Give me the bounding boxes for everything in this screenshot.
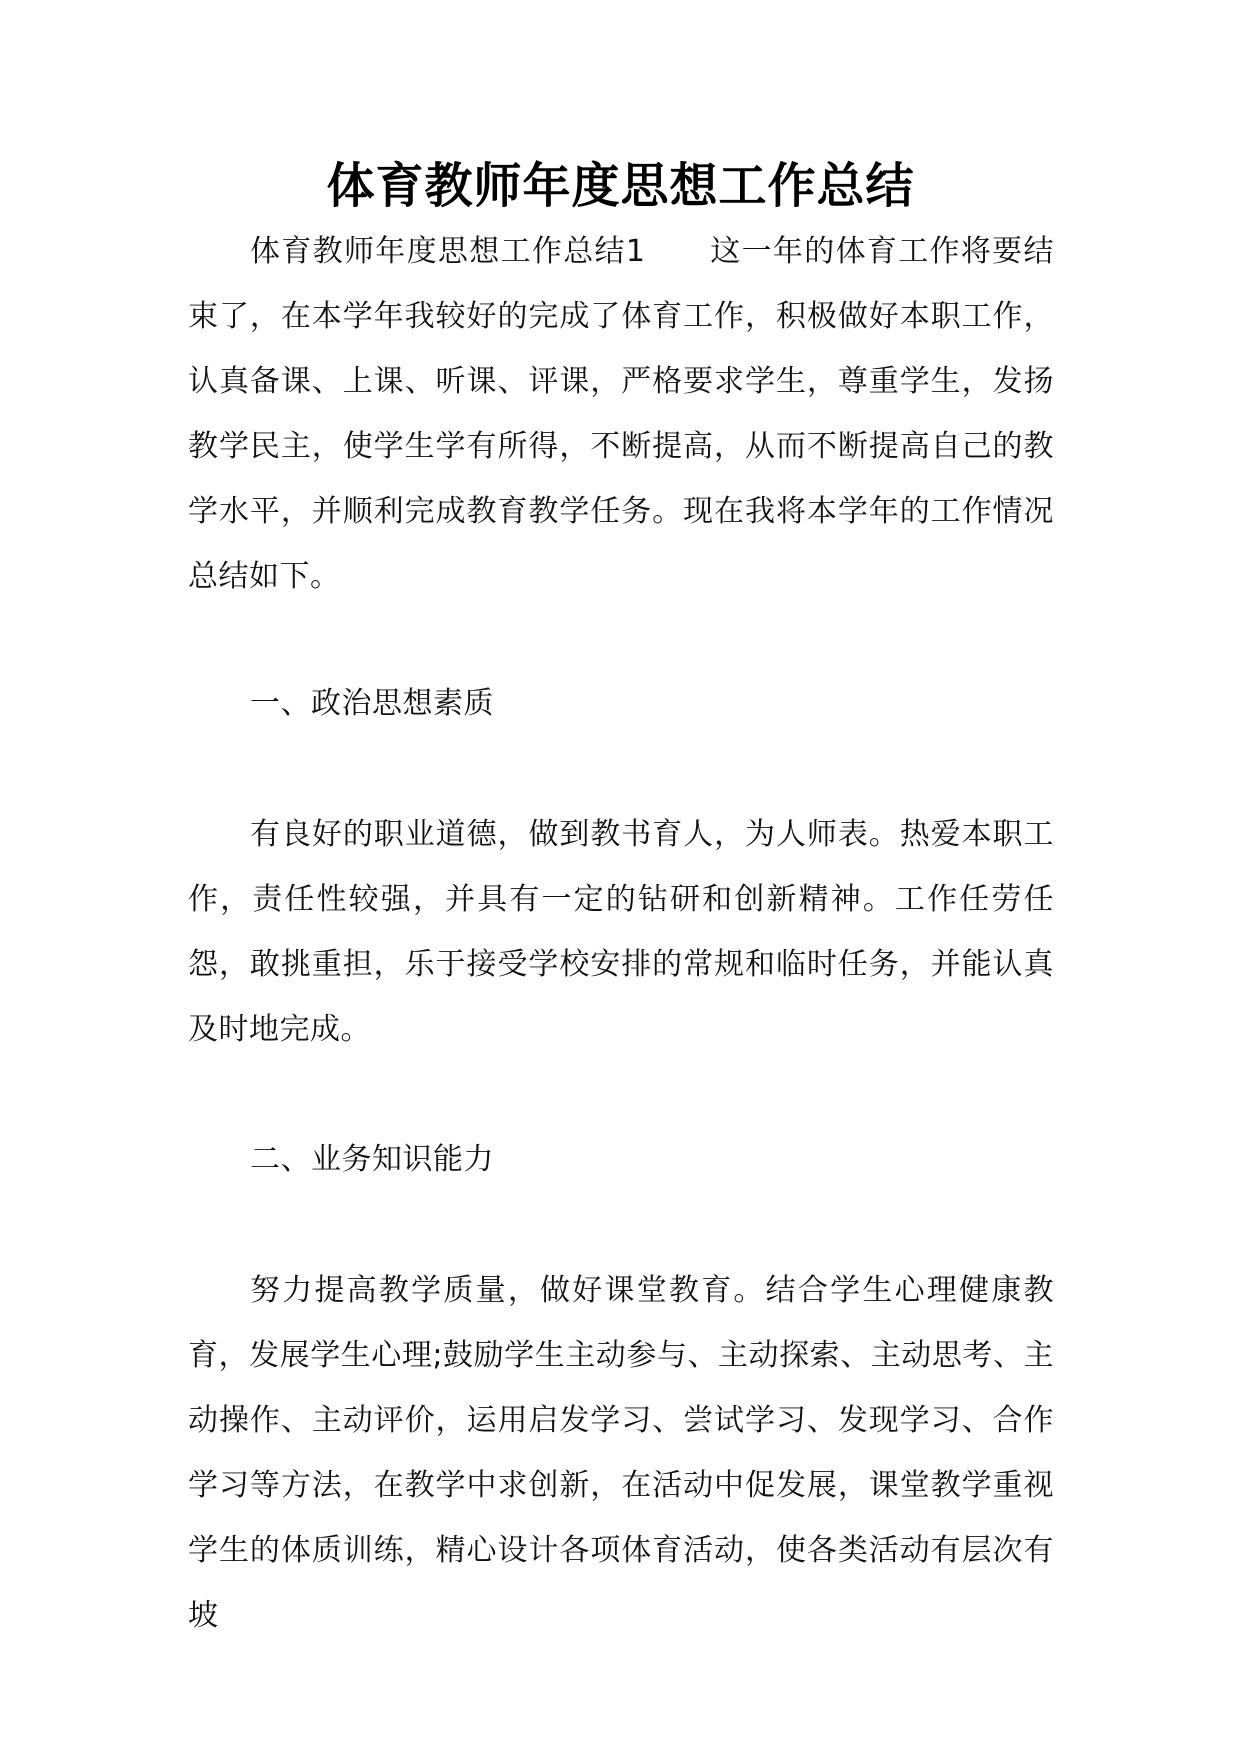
intro-text: 这一年的体育工作将要结束了，在本学年我较好的完成了体育工作，积极做好本职工作，认真备课、上课、听课、评课，严格要求学生，尊重学生，发扬教学民主，使学生学有所得，不断提高，从而不断提高自己的教学水平，并顺利完成教育教学任务。现在我将本学年的工作情况总结如下。	[188, 234, 1054, 594]
section-heading-1: 一、政治思想素质	[250, 686, 494, 721]
section-paragraph-1: 有良好的职业道德，做到教书育人，为人师表。热爱本职工作，责任性较强，并具有一定的钻研和创新精神。工作任劳任怨，敢挑重担，乐于接受学校安排的常规和临时任务，并能认真及时地完成。	[188, 817, 1054, 1047]
intro-paragraph	[188, 219, 1054, 609]
page-title: 体育教师年度思想工作总结	[326, 158, 915, 214]
intro-label: 体育教师年度思想工作总结1	[250, 234, 646, 269]
section-paragraph-2: 努力提高教学质量，做好课堂教育。结合学生心理健康教育，发展学生心理;鼓励学生主动参与、主动探索、主动思考、主动操作、主动评价，运用启发学习、尝试学习、发现学习、合作学习等方法，在教学中求创新，在活动中促发展，课堂教学重视学生的体质训练，精心设计各项体育活动，使各类活动有层次有坡	[188, 1273, 1054, 1633]
section-heading-2: 二、业务知识能力	[250, 1142, 494, 1177]
